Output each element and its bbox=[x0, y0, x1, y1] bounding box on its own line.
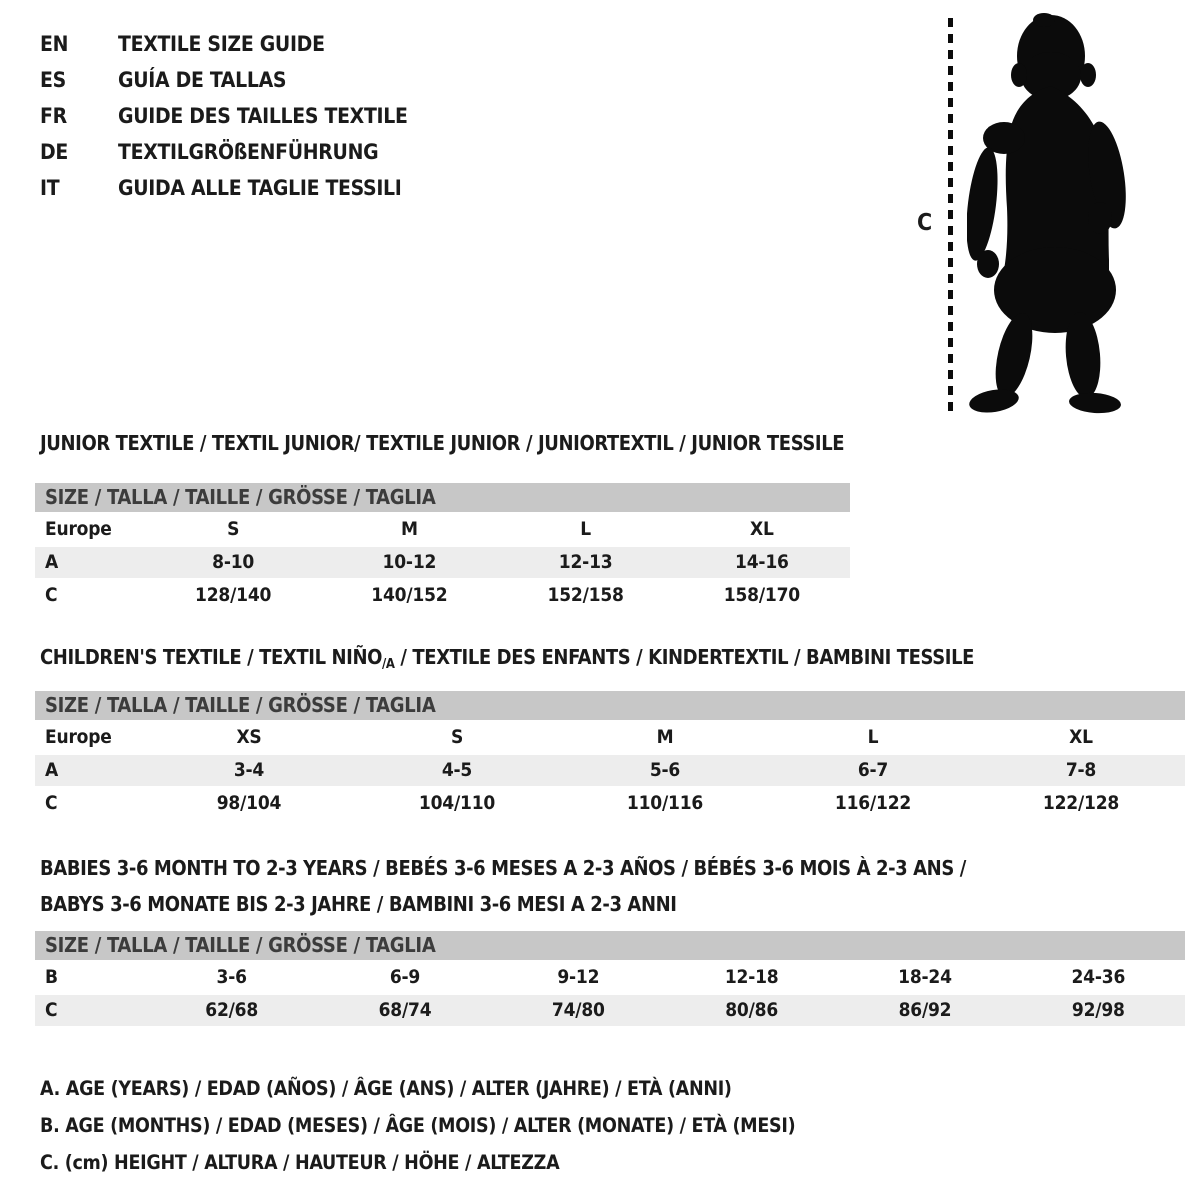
table-cell: 62/68 bbox=[205, 999, 259, 1021]
row-label: A bbox=[45, 759, 59, 781]
size-column-header: M bbox=[400, 518, 418, 540]
table-header-row bbox=[35, 514, 850, 545]
size-column-header: S bbox=[227, 518, 240, 540]
junior-size-table bbox=[35, 483, 850, 611]
table-cell: 6-9 bbox=[389, 966, 421, 988]
size-column-header: L bbox=[580, 518, 591, 540]
size-header-bar: SIZE / TALLA / TAILLE / GRÖSSE / TAGLIA bbox=[35, 691, 1185, 720]
size-header-bar: SIZE / TALLA / TAILLE / GRÖSSE / TAGLIA bbox=[35, 483, 850, 512]
table-cell: 5-6 bbox=[649, 759, 681, 781]
table-cell: 3-4 bbox=[233, 759, 265, 781]
table-cell: 92/98 bbox=[1071, 999, 1125, 1021]
size-column-header: XL bbox=[1069, 726, 1093, 748]
language-row-fr bbox=[40, 98, 408, 134]
babies-size-table bbox=[35, 931, 1185, 1026]
table-cell: 12-18 bbox=[724, 966, 779, 988]
region-label: Europe bbox=[45, 518, 112, 540]
children-title-prefix: CHILDREN'S TEXTILE / TEXTIL NIÑO bbox=[40, 645, 382, 669]
size-column-header: M bbox=[656, 726, 674, 748]
table-row-age bbox=[35, 547, 850, 578]
table-cell: 8-10 bbox=[212, 551, 255, 573]
language-title: GUIDE DES TAILLES TEXTILE bbox=[118, 104, 408, 128]
table-cell: 10-12 bbox=[382, 551, 437, 573]
table-cell: 116/122 bbox=[834, 792, 912, 814]
toddler-silhouette-icon bbox=[967, 12, 1139, 414]
language-code: DE bbox=[40, 140, 68, 164]
language-code: IT bbox=[40, 176, 60, 200]
legend-line-c: C. (cm) HEIGHT / ALTURA / HAUTEUR / HÖHE / ALTEZZA bbox=[40, 1151, 560, 1174]
language-title: TEXTILE SIZE GUIDE bbox=[118, 32, 325, 56]
legend-line-a: A. AGE (YEARS) / EDAD (AÑOS) / ÂGE (ANS) / ALTER (JAHRE) / ETÀ (ANNI) bbox=[40, 1077, 732, 1100]
table-cell: 9-12 bbox=[557, 966, 600, 988]
children-title-subscript: /A bbox=[382, 657, 395, 672]
language-title: TEXTILGRÖßENFÜHRUNG bbox=[118, 140, 379, 164]
junior-section-title: JUNIOR TEXTILE / TEXTIL JUNIOR/ TEXTILE JUNIOR / JUNIORTEXTIL / JUNIOR TESSILE bbox=[40, 431, 845, 455]
table-row-months bbox=[35, 962, 1185, 993]
table-cell: 68/74 bbox=[378, 999, 432, 1021]
height-measure-label: C bbox=[917, 210, 933, 236]
size-header-bar: SIZE / TALLA / TAILLE / GRÖSSE / TAGLIA bbox=[35, 931, 1185, 960]
table-cell: 6-7 bbox=[857, 759, 889, 781]
row-label: C bbox=[45, 792, 58, 814]
region-label: Europe bbox=[45, 726, 112, 748]
table-cell: 152/158 bbox=[547, 584, 624, 606]
children-section-title bbox=[40, 645, 975, 672]
row-label: C bbox=[45, 584, 58, 606]
table-cell: 128/140 bbox=[195, 584, 272, 606]
language-code: EN bbox=[40, 32, 69, 56]
height-figure bbox=[917, 12, 1177, 420]
table-cell: 18-24 bbox=[898, 966, 952, 988]
babies-section-title bbox=[40, 850, 966, 922]
height-dashed-line bbox=[948, 18, 953, 415]
language-row-es bbox=[40, 62, 408, 98]
table-cell: 80/86 bbox=[725, 999, 779, 1021]
language-row-en bbox=[40, 26, 408, 62]
table-cell: 158/170 bbox=[723, 584, 800, 606]
babies-title-line2: BABYS 3-6 MONATE BIS 2-3 JAHRE / BAMBINI 3-6 MESI A 2-3 ANNI bbox=[40, 892, 677, 916]
row-label: C bbox=[45, 999, 58, 1021]
table-row-height bbox=[35, 580, 850, 611]
table-cell: 140/152 bbox=[371, 584, 448, 606]
children-title-suffix: / TEXTILE DES ENFANTS / KINDERTEXTIL / BAMBINI TESSILE bbox=[394, 645, 975, 669]
measure-legend bbox=[40, 1070, 795, 1181]
table-cell: 24-36 bbox=[1071, 966, 1126, 988]
table-cell: 74/80 bbox=[551, 999, 605, 1021]
babies-title-line1: BABIES 3-6 MONTH TO 2-3 YEARS / BEBÉS 3-6 MESES A 2-3 AÑOS / BÉBÉS 3-6 MOIS À 2-3 ANS / bbox=[40, 856, 966, 880]
table-cell: 98/104 bbox=[216, 792, 282, 814]
table-cell: 14-16 bbox=[735, 551, 789, 573]
table-row-height bbox=[35, 995, 1185, 1026]
language-row-de bbox=[40, 134, 408, 170]
table-cell: 4-5 bbox=[441, 759, 473, 781]
language-title: GUIDA ALLE TAGLIE TESSILI bbox=[118, 176, 402, 200]
children-size-table bbox=[35, 691, 1185, 819]
table-row-height bbox=[35, 788, 1185, 819]
table-header-row bbox=[35, 722, 1185, 753]
table-cell: 122/128 bbox=[1042, 792, 1120, 814]
size-column-header: L bbox=[867, 726, 879, 748]
table-cell: 110/116 bbox=[626, 792, 704, 814]
table-cell: 12-13 bbox=[558, 551, 613, 573]
size-column-header: XS bbox=[236, 726, 262, 748]
table-row-age bbox=[35, 755, 1185, 786]
legend-line-b: B. AGE (MONTHS) / EDAD (MESES) / ÂGE (MOIS) / ALTER (MONATE) / ETÀ (MESI) bbox=[40, 1114, 796, 1137]
size-column-header: XL bbox=[750, 518, 774, 540]
table-cell: 3-6 bbox=[216, 966, 247, 988]
table-cell: 104/110 bbox=[418, 792, 496, 814]
row-label: A bbox=[45, 551, 59, 573]
table-cell: 86/92 bbox=[898, 999, 952, 1021]
language-title: GUÍA DE TALLAS bbox=[118, 68, 287, 92]
size-column-header: S bbox=[450, 726, 464, 748]
language-code: ES bbox=[40, 68, 66, 92]
language-code: FR bbox=[40, 104, 67, 128]
language-row-it bbox=[40, 170, 408, 206]
language-list bbox=[40, 26, 408, 206]
table-cell: 7-8 bbox=[1065, 759, 1097, 781]
row-label: B bbox=[45, 966, 58, 988]
